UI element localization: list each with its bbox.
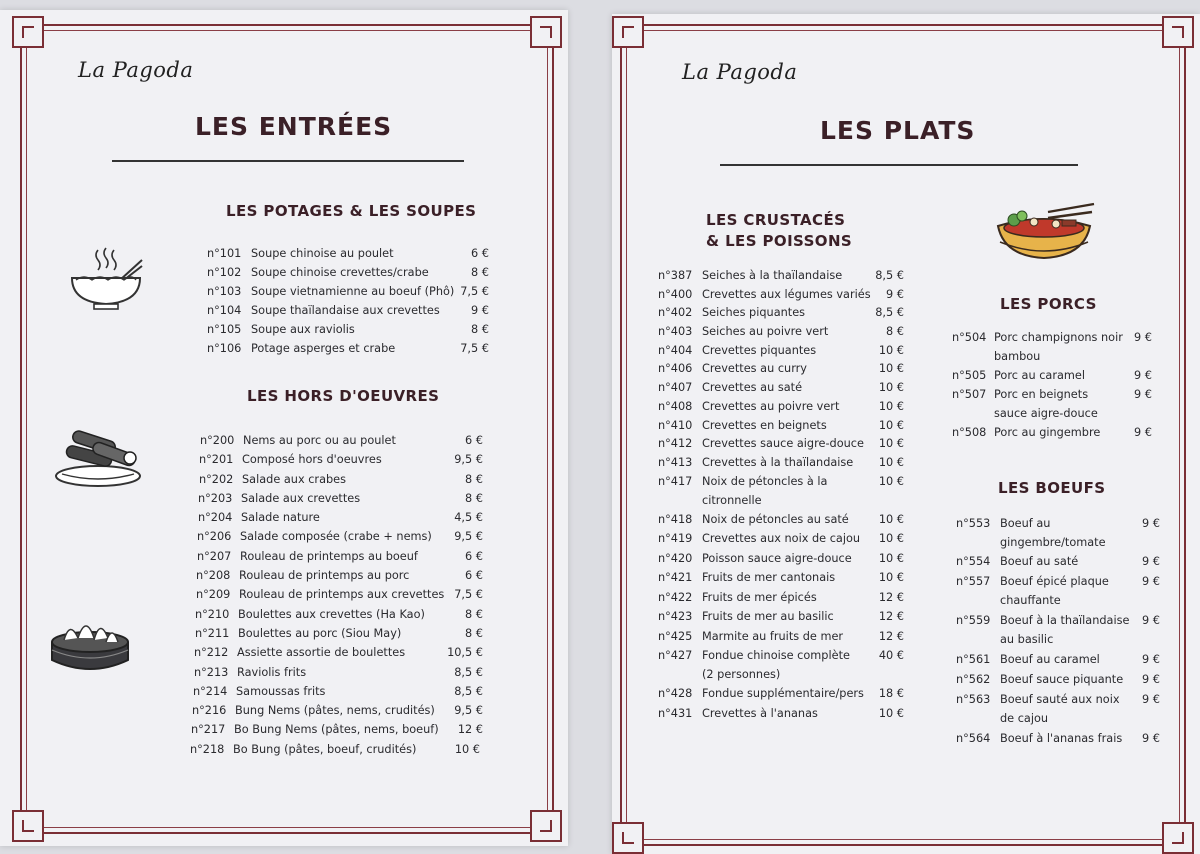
list-item: n°410 Crevettes en beignets 10 € bbox=[658, 418, 904, 432]
list-item: n°431 Crevettes à l'ananas 10 € bbox=[658, 707, 904, 721]
list-item: n°404 Crevettes piquantes 10 € bbox=[658, 343, 904, 357]
list-item: n°504 Porc champignons noir bambou 9 € bbox=[952, 331, 1152, 364]
list-item: n°412 Crevettes sauce aigre-douce 10 € bbox=[658, 437, 904, 451]
list-item: n°212 Assiette assortie de boulettes 10,5 € bbox=[194, 646, 483, 660]
list-item: n°559 Boeuf à la thaïlandaise au basilic 9 € bbox=[956, 614, 1160, 647]
list-item: n°214 Samoussas frits 8,5 € bbox=[193, 684, 483, 698]
list-item: n°428 Fondue supplémentaire/pers 18 € bbox=[658, 687, 904, 701]
menu-page-plats bbox=[612, 14, 1200, 854]
section-heading-porcs: LES PORCS bbox=[1000, 295, 1097, 313]
hotpot-icon bbox=[992, 198, 1096, 262]
list-item: n°561 Boeuf au caramel 9 € bbox=[956, 653, 1160, 666]
list-item: n°206 Salade composée (crabe + nems) 9,5 € bbox=[197, 530, 483, 544]
list-item: n°425 Marmite au fruits de mer 12 € bbox=[658, 629, 904, 643]
list-item: n°217 Bo Bung Nems (pâtes, nems, boeuf) 12 € bbox=[191, 723, 483, 737]
list-item: n°104 Soupe thaïlandaise aux crevettes 9 € bbox=[207, 304, 489, 317]
list-item: n°216 Bung Nems (pâtes, nems, crudités) 9,5 € bbox=[192, 704, 483, 718]
list-item: n°505 Porc au caramel 9 € bbox=[952, 369, 1152, 382]
menu-list-boeufs bbox=[956, 514, 1160, 749]
list-item: n°101 Soupe chinoise au poulet 6 € bbox=[207, 247, 489, 260]
brand-logo: La Pagoda bbox=[78, 58, 194, 82]
list-item: n°207 Rouleau de printemps au boeuf 6 € bbox=[197, 549, 483, 563]
list-item: n°407 Crevettes au saté 10 € bbox=[658, 381, 904, 395]
menu-list-porcs bbox=[952, 328, 1152, 442]
frame-corner-ornament bbox=[612, 16, 644, 48]
section-heading-line: & LES POISSONS bbox=[706, 232, 853, 250]
list-item: n°103 Soupe vietnamienne au boeuf (Phô) 7,5 € bbox=[207, 285, 489, 298]
section-heading-line: LES CRUSTACÉS bbox=[706, 211, 846, 229]
list-item: n°420 Poisson sauce aigre-douce 10 € bbox=[658, 551, 904, 565]
list-item: n°204 Salade nature 4,5 € bbox=[198, 511, 483, 525]
list-item: n°209 Rouleau de printemps aux crevettes 7,5 € bbox=[196, 588, 483, 602]
list-item: n°102 Soupe chinoise crevettes/crabe 8 € bbox=[207, 266, 489, 279]
list-item: n°218 Bo Bung (pâtes, boeuf, crudités) 10 € bbox=[190, 742, 480, 756]
section-heading-soupes: LES POTAGES & LES SOUPES bbox=[226, 202, 477, 220]
list-item: n°557 Boeuf épicé plaque chauffante 9 € bbox=[956, 575, 1160, 608]
list-item: n°202 Salade aux crabes 8 € bbox=[199, 472, 483, 486]
list-item: n°201 Composé hors d'oeuvres 9,5 € bbox=[199, 453, 483, 467]
menu-list-crustaces bbox=[658, 266, 904, 724]
frame-corner-ornament bbox=[12, 810, 44, 842]
list-item: n°564 Boeuf à l'ananas frais 9 € bbox=[956, 732, 1160, 745]
page-title: LES ENTRÉES bbox=[195, 112, 393, 141]
list-item: n°211 Boulettes au porc (Siou May) 8 € bbox=[195, 626, 483, 640]
list-item: n°563 Boeuf sauté aux noix de cajou 9 € bbox=[956, 693, 1160, 726]
title-divider bbox=[720, 164, 1078, 166]
list-item: n°106 Potage asperges et crabe 7,5 € bbox=[207, 342, 489, 355]
dumpling-steamer-icon bbox=[48, 608, 132, 676]
soup-bowl-icon bbox=[68, 244, 144, 314]
title-divider bbox=[112, 160, 464, 162]
section-heading-hors-doeuvres: LES HORS D'OEUVRES bbox=[247, 387, 440, 405]
list-item: n°418 Noix de pétoncles au saté 10 € bbox=[658, 512, 904, 526]
spring-rolls-icon bbox=[52, 426, 144, 492]
menu-page-entrees bbox=[0, 10, 568, 846]
frame-corner-ornament bbox=[530, 16, 562, 48]
frame-corner-ornament bbox=[612, 822, 644, 854]
list-item: n°400 Crevettes aux légumes variés 9 € bbox=[658, 287, 904, 301]
list-item: n°208 Rouleau de printemps au porc 6 € bbox=[196, 569, 483, 583]
list-item: n°403 Seiches au poivre vert 8 € bbox=[658, 325, 904, 339]
list-item: n°408 Crevettes au poivre vert 10 € bbox=[658, 399, 904, 413]
list-item: n°402 Seiches piquantes 8,5 € bbox=[658, 306, 904, 320]
list-item: n°553 Boeuf au gingembre/tomate 9 € bbox=[956, 517, 1160, 550]
menu-list-hors-doeuvres bbox=[190, 431, 483, 759]
list-item: n°387 Seiches à la thaïlandaise 8,5 € bbox=[658, 269, 904, 282]
section-heading-boeufs: LES BOEUFS bbox=[998, 479, 1106, 497]
section-heading-crustaces bbox=[706, 210, 852, 252]
list-item: n°419 Crevettes aux noix de cajou 10 € bbox=[658, 532, 904, 546]
list-item: n°562 Boeuf sauce piquante 9 € bbox=[956, 673, 1160, 686]
list-item: n°213 Raviolis frits 8,5 € bbox=[194, 665, 483, 679]
list-item: n°413 Crevettes à la thaïlandaise 10 € bbox=[658, 455, 904, 469]
list-item: n°203 Salade aux crevettes 8 € bbox=[198, 491, 483, 505]
list-item: n°507 Porc en beignets sauce aigre-douce 9 € bbox=[952, 388, 1152, 421]
list-item: n°508 Porc au gingembre 9 € bbox=[952, 426, 1152, 439]
list-item: n°422 Fruits de mer épicés 12 € bbox=[658, 590, 904, 604]
list-item: n°427 Fondue chinoise complète (2 personnes) 40 € bbox=[658, 649, 904, 682]
frame-corner-ornament bbox=[530, 810, 562, 842]
list-item: n°417 Noix de pétoncles à la citronnelle 10 € bbox=[658, 474, 904, 507]
list-item: n°105 Soupe aux raviolis 8 € bbox=[207, 323, 489, 336]
list-item: n°421 Fruits de mer cantonais 10 € bbox=[658, 571, 904, 585]
list-item: n°210 Boulettes aux crevettes (Ha Kao) 8 € bbox=[195, 607, 483, 621]
list-item: n°423 Fruits de mer au basilic 12 € bbox=[658, 610, 904, 624]
list-item: n°554 Boeuf au saté 9 € bbox=[956, 555, 1160, 568]
menu-list-soupes bbox=[207, 244, 489, 358]
list-item: n°200 Nems au porc ou au poulet 6 € bbox=[200, 434, 483, 447]
frame-corner-ornament bbox=[1162, 822, 1194, 854]
brand-logo: La Pagoda bbox=[682, 60, 798, 84]
frame-corner-ornament bbox=[12, 16, 44, 48]
list-item: n°406 Crevettes au curry 10 € bbox=[658, 362, 904, 376]
page-title: LES PLATS bbox=[820, 116, 976, 145]
frame-corner-ornament bbox=[1162, 16, 1194, 48]
